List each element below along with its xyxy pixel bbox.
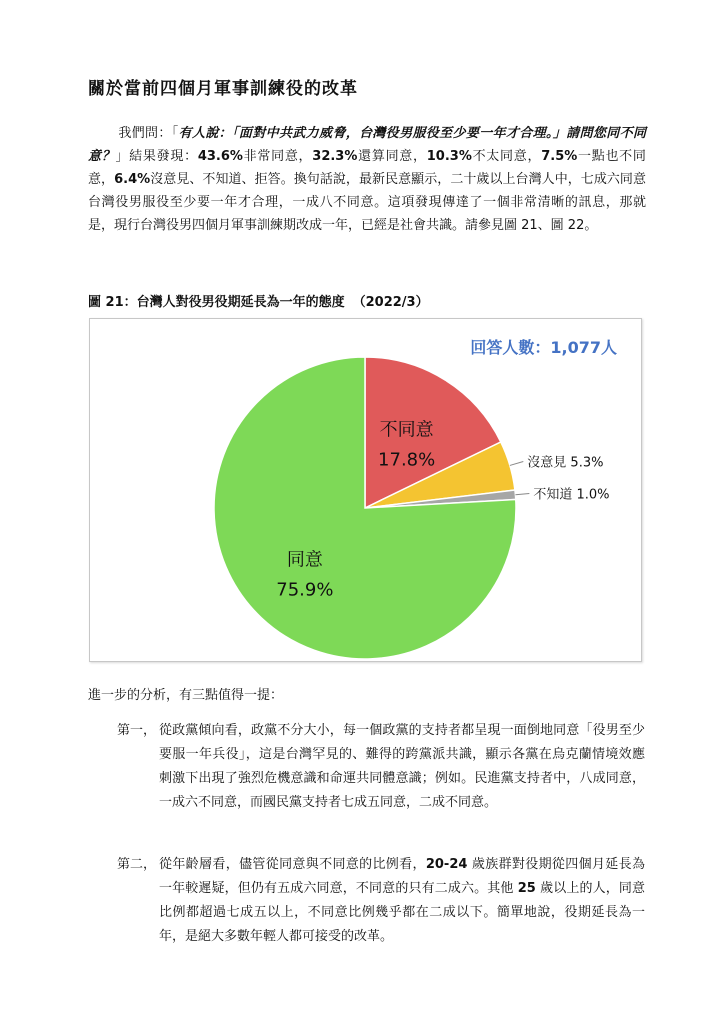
pie-outside-label-2: 不知道 1.0%	[533, 487, 610, 503]
point-2-text-a: 從年齡層看，儘管從同意與不同意的比例看，	[159, 857, 426, 872]
intro-value-2: 32.3%	[312, 149, 358, 164]
pie-value-0: 17.8%	[378, 449, 436, 471]
intro-text-4: 一點也不同意，	[88, 149, 646, 187]
pie-label-0: 不同意	[379, 419, 434, 441]
section-title: 關於當前四個月軍事訓練役的改革	[88, 79, 358, 99]
respondent-count-annotation: 回答人數：1,077人	[470, 338, 617, 357]
intro-text-2: 還算同意，	[357, 149, 427, 164]
figure-caption-text: 圖 21：台灣人對役男役期延長為一年的態度	[88, 295, 345, 310]
intro-lead: 我們問：「	[118, 126, 179, 141]
point-2-label: 第二，	[117, 857, 157, 872]
figure-caption	[88, 291, 648, 310]
pie-chart-frame	[89, 318, 642, 662]
point-2-text-c: 歲以上的人，同意比例都超過七成五以上，不同意比例幾乎都在二成以下。簡單地說，役期延長為一年，是絕大多數年輕人都可接受的改革。	[159, 881, 645, 944]
intro-value-4: 7.5%	[541, 149, 578, 164]
pie-chart	[90, 319, 641, 661]
intro-value-1: 43.6%	[197, 149, 243, 164]
point-2-text	[159, 853, 645, 949]
point-1-label: 第一，	[117, 723, 157, 738]
intro-text-5: 沒意見、不知道、拒答。換句話說，最新民意顯示，二十歲以上台灣人中，七成六同意台灣役男服役至少要一年才合理，一成八不同意。這項發現傳達了一個非常清晰的訊息，那就是，現行台灣役男四個月軍事訓練期改成一年，已經是社會共識。請參見圖 21、圖 22。	[88, 172, 646, 233]
pie-outside-label-1: 沒意見 5.3%	[527, 455, 604, 471]
intro-value-3: 10.3%	[426, 149, 472, 164]
intro-after-quote: 」結果發現：	[115, 149, 198, 164]
point-2-age-range: 20-24	[425, 857, 468, 872]
analysis-point-1	[117, 719, 645, 815]
point-2-age-25: 25	[517, 881, 536, 896]
analysis-lead: 進一步的分析，有三點值得一提：	[88, 688, 284, 703]
figure-caption-date: （2022/3）	[352, 295, 429, 310]
intro-text-1: 非常同意，	[242, 149, 313, 164]
point-1-text: 從政黨傾向看，政黨不分大小，每一個政黨的支持者都呈現一面倒地同意「役男至少要服一年兵役」，這是台灣罕見的、難得的跨黨派共識，顯示各黨在烏克蘭情境效應刺激下出現了強烈危機意識和命運共同體意識；例如。民進黨支持者中，八成同意，一成六不同意，而國民黨支持者七成五同意，二成不同意。	[159, 723, 645, 810]
pie-leader-2	[515, 494, 529, 495]
point-2-text-b: 歲族群對役期從四個月延長為一年較遲疑，但仍有五成六同意，不同意的只有二成六。其他	[159, 857, 645, 896]
intro-quote: 有人說：「面對中共武力威脅，台灣役男服役至少要一年才合理。」請問您同不同意？	[88, 126, 646, 164]
intro-paragraph	[88, 122, 646, 237]
pie-leader-1	[510, 461, 523, 465]
analysis-point-2	[117, 853, 645, 949]
pie-value-3: 75.9%	[276, 579, 334, 601]
intro-value-5: 6.4%	[114, 172, 151, 187]
intro-text-3: 不太同意，	[471, 149, 542, 164]
pie-label-3: 同意	[286, 549, 323, 571]
